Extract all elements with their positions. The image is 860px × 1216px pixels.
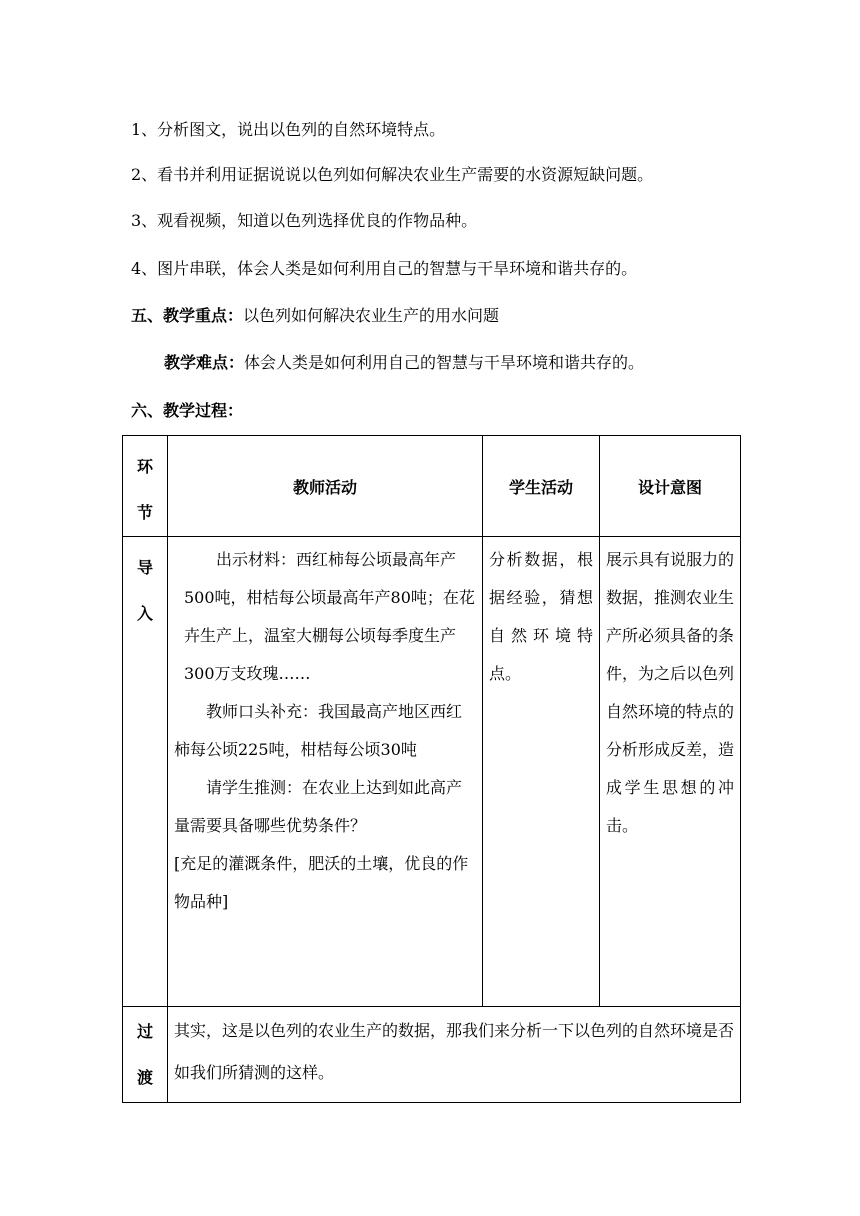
key-point-text: 以色列如何解决农业生产的用水问题 [243, 306, 500, 325]
transition-text: 其实，这是以色列的农业生产的数据，那我们来分析一下以色列的自然环境是否如我们所猜测的这样。 [174, 1021, 735, 1082]
intro-design-intent [600, 537, 741, 1007]
header-design: 设计意图 [600, 436, 741, 537]
objective-4: 4、图片串联，体会人类是如何利用自己的智慧与干旱环境和谐共存的。 [131, 259, 638, 278]
teacher-supplement: 教师口头补充：我国最高产地区西红柿每公顷225吨，柑桔每公顷30吨 [174, 702, 463, 759]
objective-2: 2、看书并利用证据说说以色列如何解决农业生产需要的水资源短缺问题。 [131, 165, 654, 184]
header-stage [123, 436, 168, 537]
objective-3: 3、观看视频，知道以色列选择优良的作物品种。 [131, 211, 478, 230]
teacher-material: 出示材料：西红柿每公顷最高年产500吨，柑桔每公顷最高年产80吨；在花卉生产上，温室大棚每公顷每季度生产300万支玫瑰…… [184, 550, 475, 683]
teaching-process-table [122, 435, 741, 1103]
intro-teacher-activity [168, 537, 483, 1007]
difficulty [164, 352, 644, 374]
student-activity-text: 分析数据，根据经验，猜想自然环境特点。 [489, 550, 593, 683]
transition-stage-char-1: 过 [136, 1022, 153, 1041]
intro-stage-char-2: 入 [136, 604, 153, 623]
process-title: 六、教学过程： [131, 401, 244, 420]
intro-stage-char-1: 导 [136, 558, 153, 577]
teacher-question: 请学生推测：在农业上达到如此高产量需要具备哪些优势条件？ [174, 778, 463, 835]
design-intent-text: 展示具有说服力的数据，推测农业生产所必须具备的条件，为之后以色列自然环境的特点的分析形成反差，造成学生思想的冲击。 [606, 550, 735, 835]
key-point [131, 305, 499, 327]
teacher-answer: [充足的灌溉条件，肥沃的土壤，优良的作物品种] [174, 854, 469, 911]
transition-stage-char-2: 渡 [136, 1068, 153, 1087]
header-student: 学生活动 [483, 436, 600, 537]
difficulty-text: 体会人类是如何利用自己的智慧与干旱环境和谐共存的。 [244, 353, 645, 372]
transition-content [168, 1007, 741, 1103]
table-header-row [123, 436, 741, 537]
table-row-transition [123, 1007, 741, 1103]
header-stage-char-2: 节 [136, 503, 153, 522]
table-row-intro [123, 537, 741, 1007]
intro-student-activity [483, 537, 600, 1007]
key-point-label: 五、教学重点： [131, 306, 244, 325]
objective-1: 1、分析图文，说出以色列的自然环境特点。 [131, 120, 446, 139]
header-stage-char-1: 环 [136, 457, 153, 476]
intro-stage [123, 537, 168, 1007]
transition-stage [123, 1007, 168, 1103]
difficulty-label: 教学难点： [164, 353, 245, 372]
header-teacher: 教师活动 [168, 436, 483, 537]
